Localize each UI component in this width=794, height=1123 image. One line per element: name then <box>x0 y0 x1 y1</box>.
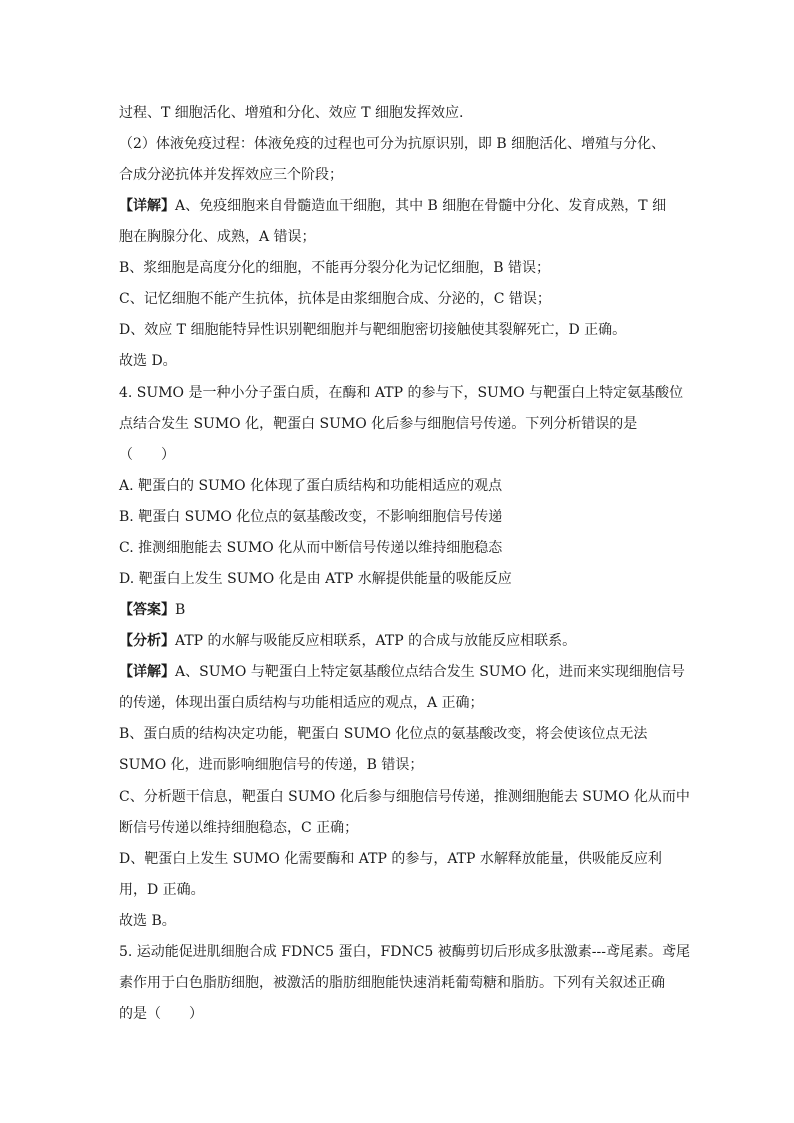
text-line: B、浆细胞是高度分化的细胞，不能再分裂分化为记忆细胞，B 错误； <box>119 260 551 276</box>
text-line: D、效应 T 细胞能特异性识别靶细胞并与靶细胞密切接触使其裂解死亡，D 正确。 <box>119 322 627 338</box>
option-b: B. 靶蛋白 SUMO 化位点的氨基酸改变，不影响细胞信号传递 <box>119 509 503 525</box>
text-line: C、记忆细胞不能产生抗体，抗体是由浆细胞合成、分泌的，C 错误； <box>119 291 551 307</box>
option-c: C. 推测细胞能去 SUMO 化从而中断信号传递以维持细胞稳态 <box>119 540 503 556</box>
answer-line: 【答案】B <box>119 602 186 618</box>
text-line: 的传递，体现出蛋白质结构与功能相适应的观点，A 正确； <box>119 695 484 711</box>
text-line: 故选 D。 <box>119 353 177 369</box>
text-line: 素作用于白色脂肪细胞，被激活的脂肪细胞能快速消耗葡萄糖和脂肪。下列有关叙述正确 <box>119 975 665 991</box>
text-line: SUMO 化，进而影响细胞信号的传递，B 错误； <box>119 757 424 773</box>
option-a: A. 靶蛋白的 SUMO 化体现了蛋白质结构和功能相适应的观点 <box>119 478 503 494</box>
text-line: 的是（ ） <box>119 1006 203 1022</box>
text-line: 【详解】A、免疫细胞来自骨髓造血干细胞，其中 B 细胞在骨髓中分化、发育成熟，T 细 <box>119 198 667 214</box>
option-d: D. 靶蛋白上发生 SUMO 化是由 ATP 水解提供能量的吸能反应 <box>119 571 512 587</box>
explanation-line: 【详解】A、SUMO 与靶蛋白上特定氨基酸位点结合发生 SUMO 化，进而来实现细胞信号 <box>119 664 685 680</box>
text-line: D、靶蛋白上发生 SUMO 化需要酶和 ATP 的参与，ATP 水解释放能量，供吸能反应利 <box>119 851 662 867</box>
text-line: 点结合发生 SUMO 化，靶蛋白 SUMO 化后参与细胞信号传递。下列分析错误的是 <box>119 416 638 432</box>
text-line: B、蛋白质的结构决定功能，靶蛋白 SUMO 化位点的氨基酸改变，将会使该位点无法 <box>119 726 648 742</box>
text-line: 过程、T 细胞活化、增殖和分化、效应 T 细胞发挥效应. <box>119 105 464 121</box>
text-line: 合成分泌抗体并发挥效应三个阶段； <box>119 167 343 183</box>
answer-blank: （ ） <box>119 447 175 463</box>
text-line: 用，D 正确。 <box>119 882 205 898</box>
question-5-stem: 5. 运动能促进肌细胞合成 FDNC5 蛋白，FDNC5 被酶剪切后形成多肽激素---鸢尾素。鸢尾 <box>119 944 690 960</box>
text-line: C、分析题干信息，靶蛋白 SUMO 化后参与细胞信号传递，推测细胞能去 SUMO 化从而中 <box>119 789 690 805</box>
text-line: 断信号传递以维持细胞稳态，C 正确； <box>119 820 359 836</box>
text-line: （2）体液免疫过程：体液免疫的过程也可分为抗原识别，即 B 细胞活化、增殖与分化、 <box>119 136 666 152</box>
text-line: 胞在胸腺分化、成熟，A 错误； <box>119 229 316 245</box>
question-4-stem: 4. SUMO 是一种小分子蛋白质，在酶和 ATP 的参与下，SUMO 与靶蛋白上特定氨基酸位 <box>119 385 684 401</box>
analysis-line: 【分析】ATP 的水解与吸能反应相联系，ATP 的合成与放能反应相联系。 <box>119 633 577 649</box>
text-line: 故选 B。 <box>119 913 176 929</box>
